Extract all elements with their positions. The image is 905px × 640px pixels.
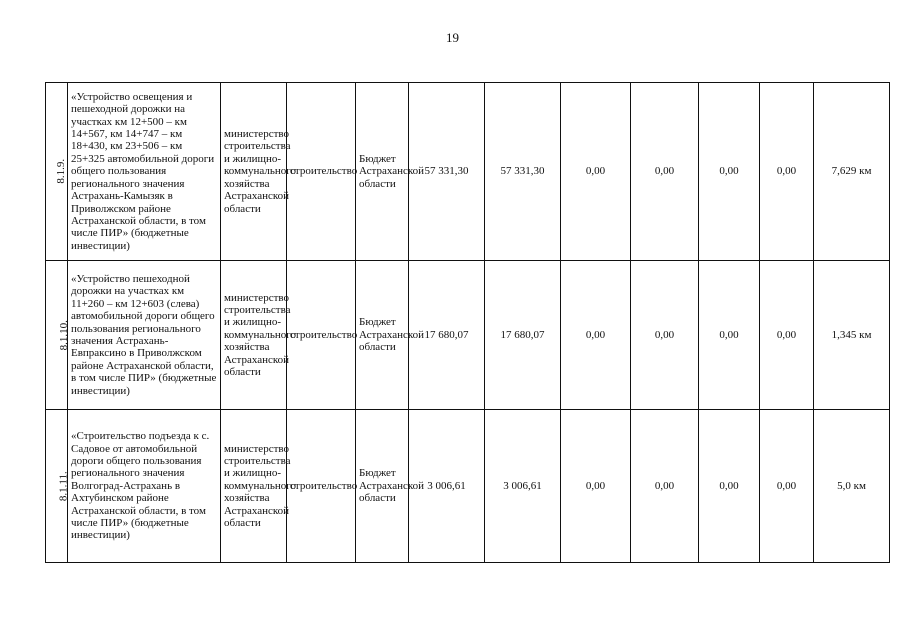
item-number-cell [46, 83, 68, 261]
amount-year-1: 57 331,30 [485, 83, 561, 261]
item-number: 8.1.10. [57, 319, 70, 351]
result-indicator: 1,345 км [814, 261, 890, 410]
table-row [46, 410, 890, 563]
work-type: строительство [287, 83, 356, 261]
funding-source: Бюджет Астраханской области [356, 261, 409, 410]
amount-year-5: 0,00 [760, 410, 814, 563]
activity-name: «Строительство подъезда к с. Садовое от автомобильной дороги общего пользования регионального значения Волгоград-Астрахань в Ахтубинском районе Астраханской области, в том числе ПИР» (бюджетные инвестиции) [68, 410, 221, 563]
program-table [45, 82, 890, 563]
page-number: 19 [446, 30, 459, 45]
responsible-executor: министерство строительства и жилищно-коммунального хозяйства Астраханской области [221, 83, 287, 261]
amount-year-4: 0,00 [699, 410, 760, 563]
amount-total: 17 680,07 [409, 261, 485, 410]
amount-year-2: 0,00 [561, 261, 631, 410]
table-row [46, 261, 890, 410]
item-number-cell [46, 410, 68, 563]
amount-year-5: 0,00 [760, 261, 814, 410]
amount-year-3: 0,00 [631, 261, 699, 410]
work-type: строительство [287, 261, 356, 410]
item-number: 8.1.9. [55, 159, 68, 184]
amount-year-1: 3 006,61 [485, 410, 561, 563]
table-row [46, 83, 890, 261]
activity-name: «Устройство пешеходной дорожки на участках км 11+260 – км 12+603 (слева) автомобильной дороги общего пользования регионального значения Астрахань-Евпраксино в Приволжском районе Астраханской области, в том числе ПИР» (бюджетные инвестиции) [68, 261, 221, 410]
amount-year-1: 17 680,07 [485, 261, 561, 410]
activity-name: «Устройство освещения и пешеходной дорожки на участках км 12+500 – км 14+567, км 14+747 – км 18+430, км 23+506 – км 25+325 автомобильной дороги общего пользования регионального значения Астрахань-Камызяк в Приволжском районе Астраханской области, в том числе ПИР» (бюджетные инвестиции) [68, 83, 221, 261]
item-number-cell [46, 261, 68, 410]
amount-year-3: 0,00 [631, 83, 699, 261]
funding-source: Бюджет Астраханской области [356, 410, 409, 563]
amount-year-4: 0,00 [699, 261, 760, 410]
amount-year-5: 0,00 [760, 83, 814, 261]
responsible-executor: министерство строительства и жилищно-коммунального хозяйства Астраханской области [221, 410, 287, 563]
amount-year-2: 0,00 [561, 83, 631, 261]
item-number: 8.1.11. [57, 471, 70, 501]
amount-year-4: 0,00 [699, 83, 760, 261]
amount-year-2: 0,00 [561, 410, 631, 563]
amount-total: 3 006,61 [409, 410, 485, 563]
funding-source: Бюджет Астраханской области [356, 83, 409, 261]
work-type: строительство [287, 410, 356, 563]
result-indicator: 7,629 км [814, 83, 890, 261]
responsible-executor: министерство строительства и жилищно-коммунального хозяйства Астраханской области [221, 261, 287, 410]
amount-total: 57 331,30 [409, 83, 485, 261]
result-indicator: 5,0 км [814, 410, 890, 563]
amount-year-3: 0,00 [631, 410, 699, 563]
